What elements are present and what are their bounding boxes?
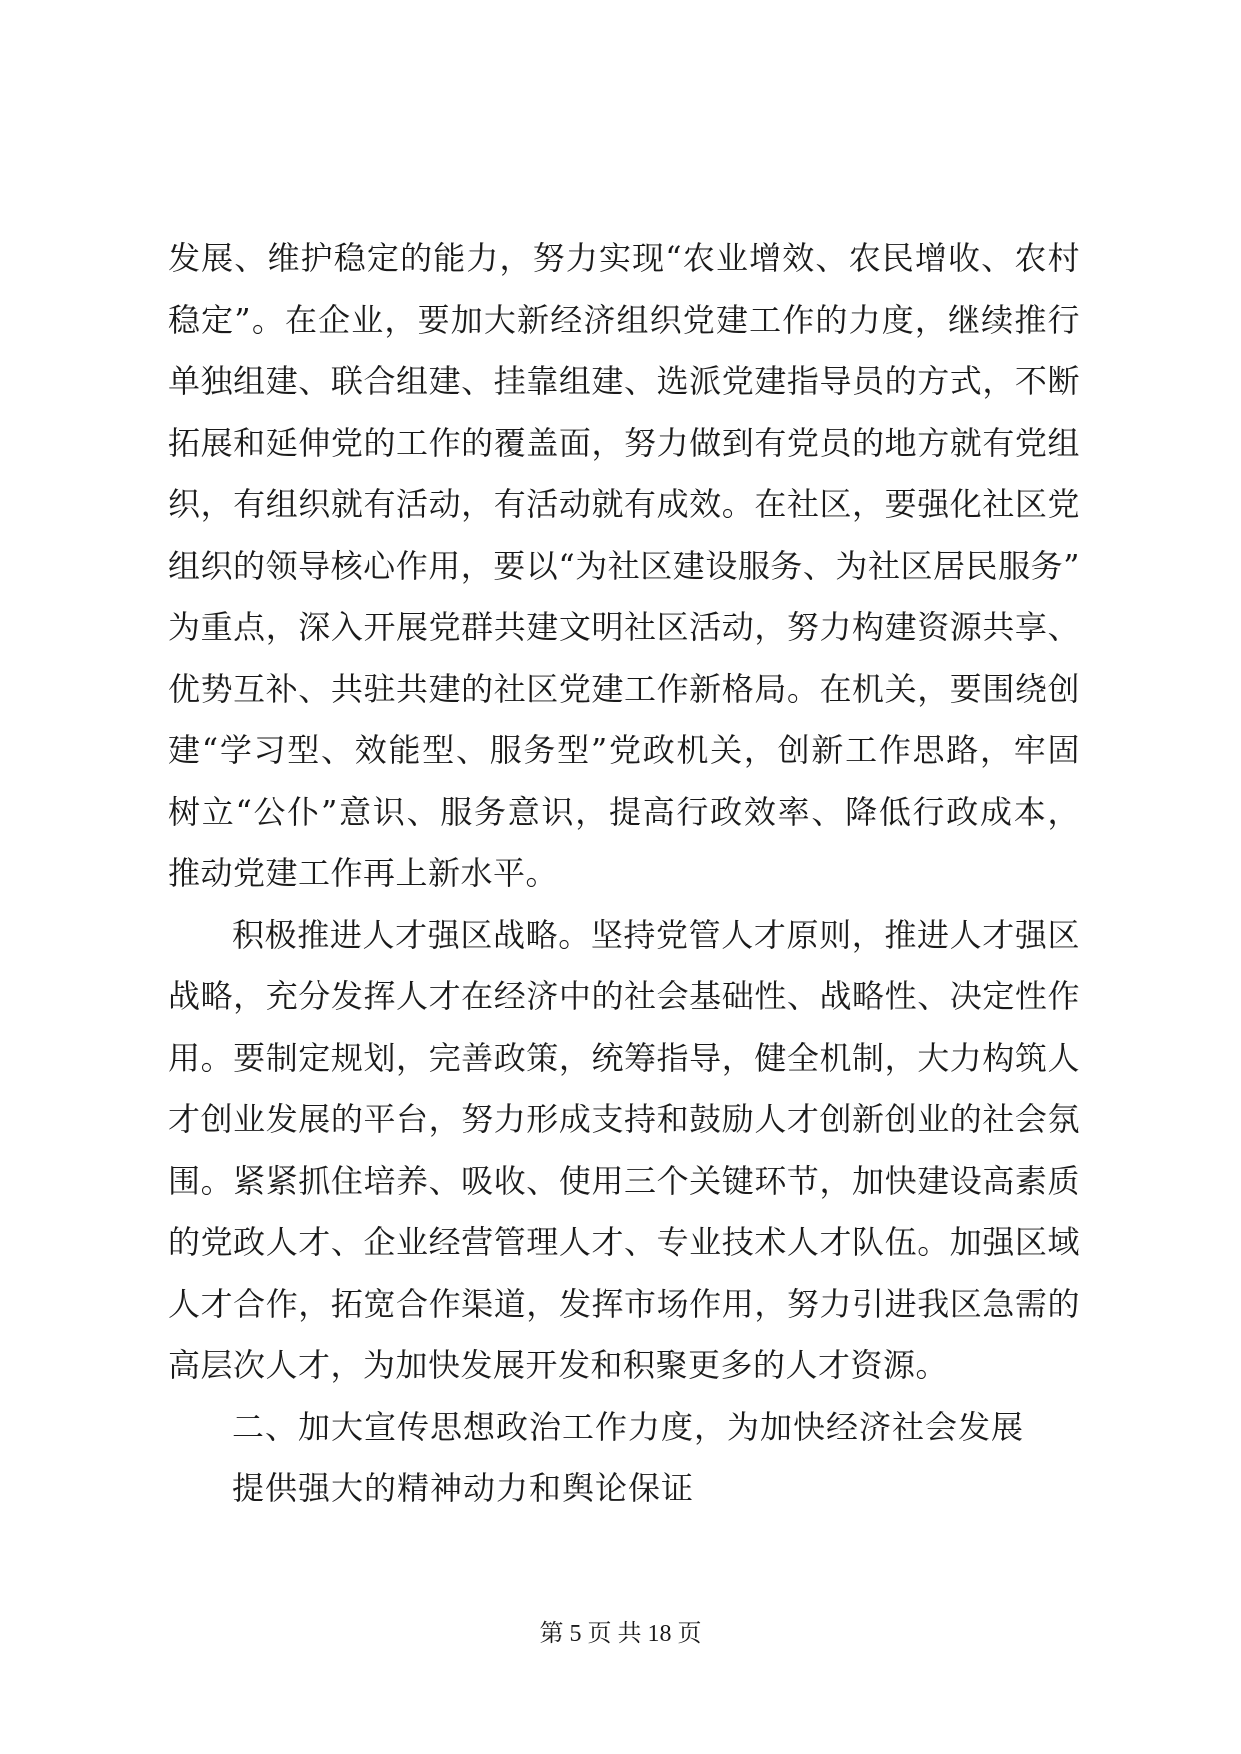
text-line: 推动党建工作再上新水平。 <box>168 854 559 892</box>
text-line: 用。要制定规划，完善政策，统筹指导，健全机制，大力构筑人 <box>168 1038 1080 1077</box>
text-line: 拓展和延伸党的工作的覆盖面，努力做到有党员的地方就有党组 <box>168 423 1080 462</box>
paragraph-first-line: 积极推进人才强区战略。坚持党管人才原则，推进人才强区 <box>232 915 1080 954</box>
text-line: 战略，充分发挥人才在经济中的社会基础性、战略性、决定性作 <box>168 977 1080 1015</box>
text-line: 为重点，深入开展党群共建文明社区活动，努力构建资源共享、 <box>168 608 1080 646</box>
text-line: 建“学习型、效能型、服务型”党政机关，创新工作思路，牢固 <box>168 731 1080 769</box>
body-text <box>168 228 1080 1520</box>
text-line: 稳定”。在企业，要加大新经济组织党建工作的力度，继续推行 <box>168 300 1080 339</box>
text-line: 优势互补、共驻共建的社区党建工作新格局。在机关，要围绕创 <box>168 669 1080 708</box>
page-number-footer: 第 5 页 共 18 页 <box>539 1621 702 1647</box>
text-line: 高层次人才，为加快发展开发和积聚更多的人才资源。 <box>168 1346 949 1384</box>
text-line: 围。紧紧抓住培养、吸收、使用三个关键环节，加快建设高素质 <box>168 1161 1080 1200</box>
text-line: 组织的领导核心作用，要以“为社区建设服务、为社区居民服务” <box>168 546 1080 585</box>
text-line: 的党政人才、企业经营管理人才、专业技术人才队伍。加强区域 <box>168 1223 1080 1261</box>
text-line: 才创业发展的平台，努力形成支持和鼓励人才创新创业的社会氛 <box>168 1100 1080 1138</box>
text-line: 人才合作，拓宽合作渠道，发挥市场作用，努力引进我区急需的 <box>168 1284 1080 1323</box>
text-line: 发展、维护稳定的能力，努力实现“农业增效、农民增收、农村 <box>168 239 1080 277</box>
section-heading: 二、加大宣传思想政治工作力度，为加快经济社会发展 <box>232 1407 1025 1446</box>
section-heading-continued: 提供强大的精神动力和舆论保证 <box>232 1469 695 1507</box>
text-line: 织，有组织就有活动，有活动就有成效。在社区，要强化社区党 <box>168 485 1080 523</box>
text-line: 树立“公仆”意识、服务意识，提高行政效率、降低行政成本， <box>168 792 1080 831</box>
text-line: 单独组建、联合组建、挂靠组建、选派党建指导员的方式，不断 <box>168 362 1080 400</box>
